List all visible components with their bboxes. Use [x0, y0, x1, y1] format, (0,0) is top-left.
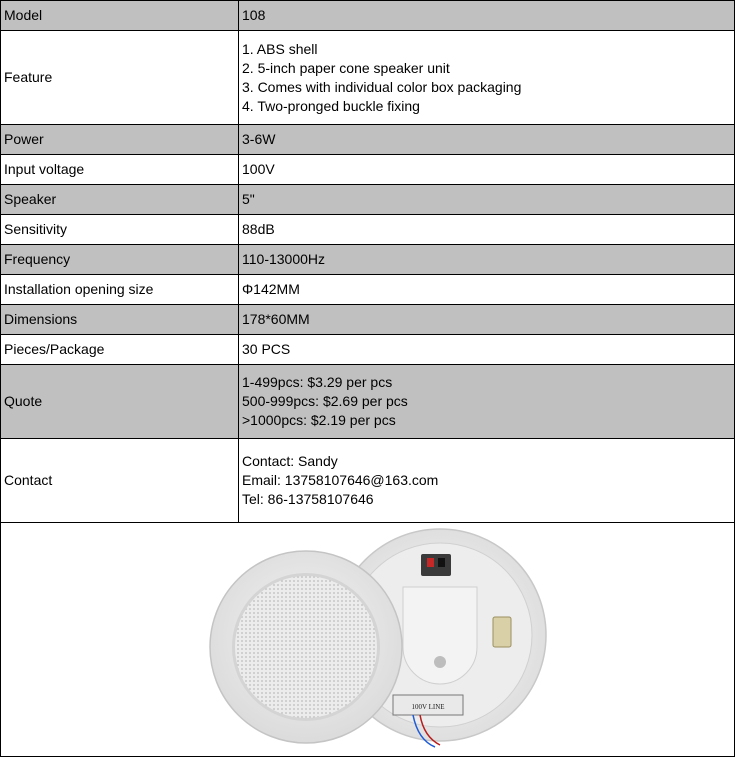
spec-row [1, 275, 735, 305]
spec-row [1, 1, 735, 31]
spec-label: Dimensions [1, 305, 239, 335]
spec-value-line: 88dB [242, 221, 275, 237]
spec-value-line: Email: 13758107646@163.com [242, 472, 439, 488]
spec-value [239, 125, 735, 155]
spec-value-line: 1. ABS shell [242, 40, 318, 57]
spec-row [1, 125, 735, 155]
spec-row [1, 365, 735, 439]
spec-value-line: 5" [242, 191, 255, 207]
spec-value-line: Φ142MM [242, 281, 300, 297]
spec-value [239, 155, 735, 185]
spec-value-line: 30 PCS [242, 341, 291, 357]
spec-row [1, 439, 735, 523]
spec-label: Installation opening size [1, 275, 239, 305]
spec-label: Power [1, 125, 239, 155]
spec-label: Model [1, 1, 239, 31]
spec-value-line: 100V [242, 161, 275, 177]
spec-label: Speaker [1, 185, 239, 215]
spec-label: Feature [1, 31, 239, 125]
spec-value-line: >1000pcs: $2.19 per pcs [242, 412, 396, 428]
spec-value-line: 3. Comes with individual color box packaging [242, 78, 522, 95]
spec-value-line: Tel: 86-13758107646 [242, 491, 374, 507]
spec-row [1, 245, 735, 275]
speaker-front-view [210, 551, 402, 743]
spec-label: Input voltage [1, 155, 239, 185]
spec-value [239, 31, 735, 125]
spec-value-line: 4. Two-pronged buckle fixing [242, 97, 420, 114]
spec-label: Sensitivity [1, 215, 239, 245]
spring-clip [493, 617, 511, 647]
ceiling-speaker-image [188, 527, 548, 752]
spec-value [239, 365, 735, 439]
grille-mesh [235, 576, 377, 718]
transformer-label: 100V LINE [410, 703, 445, 711]
spec-row [1, 215, 735, 245]
terminal-block [421, 554, 451, 576]
spec-row [1, 305, 735, 335]
spec-row [1, 185, 735, 215]
spec-value [239, 275, 735, 305]
spec-value [239, 245, 735, 275]
spec-value-line: 500-999pcs: $2.69 per pcs [242, 393, 408, 409]
spec-row [1, 155, 735, 185]
spec-value [239, 185, 735, 215]
spec-label: Contact [1, 439, 239, 523]
spec-row [1, 31, 735, 125]
spec-value [239, 305, 735, 335]
spec-value-line: 110-13000Hz [242, 251, 326, 267]
spec-row [1, 335, 735, 365]
spec-value-line: 3-6W [242, 131, 276, 147]
spec-value [239, 1, 735, 31]
spec-label: Quote [1, 365, 239, 439]
spec-value [239, 215, 735, 245]
photo-row [1, 523, 735, 757]
spec-label: Frequency [1, 245, 239, 275]
spec-value-line: 178*60MM [242, 311, 310, 327]
spec-value-line: Contact: Sandy [242, 453, 338, 469]
spec-label: Pieces/Package [1, 335, 239, 365]
spec-value [239, 439, 735, 523]
spec-value [239, 335, 735, 365]
product-photo-cell [1, 523, 735, 757]
spec-value-line: 1-499pcs: $3.29 per pcs [242, 374, 393, 390]
spec-value-line: 108 [242, 7, 266, 23]
spec-value-line: 2. 5-inch paper cone speaker unit [242, 59, 450, 76]
